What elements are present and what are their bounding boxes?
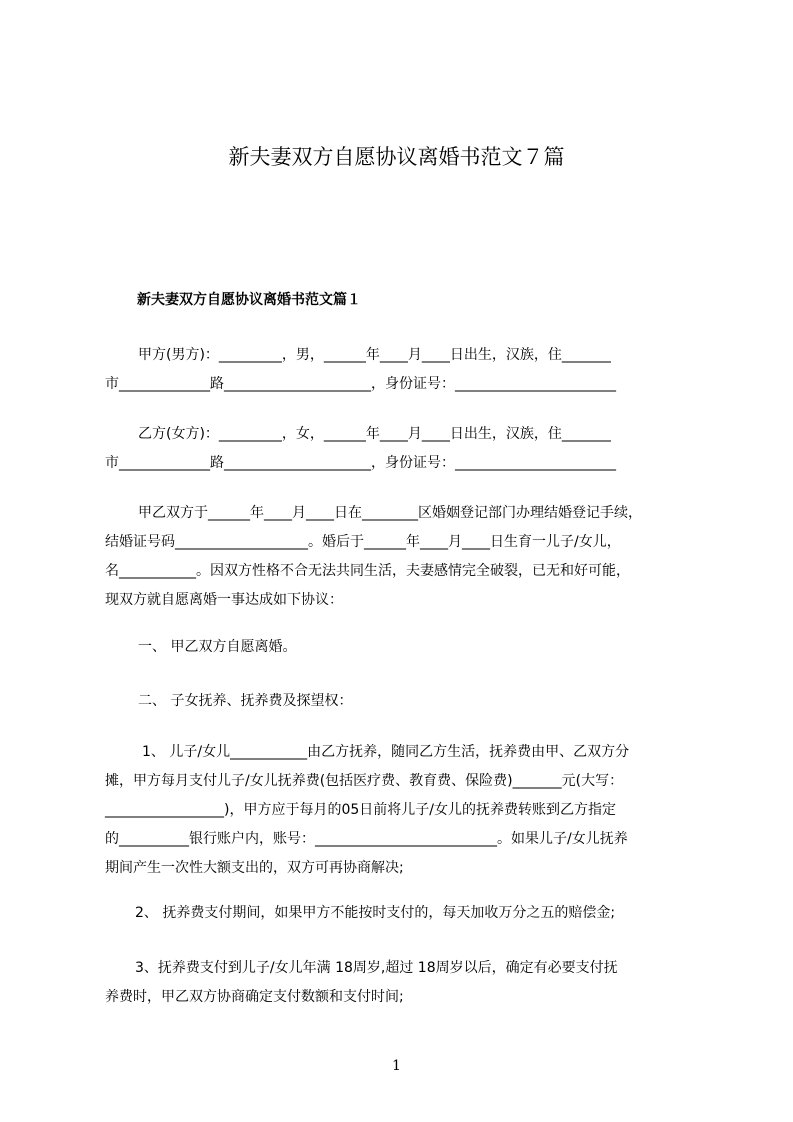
paragraph-line: _________________)，甲方应于每月的05日前将儿子/女儿的抚养费转账到乙方指定 — [105, 802, 616, 818]
paragraph-line: 甲乙双方于______年____月____日在________区婚姻登记部门办理结婚登记手续， — [138, 505, 642, 521]
paragraph-line: 养费时，甲乙双方协商确定支付数额和支付时间; — [105, 989, 404, 1005]
paragraph-line: 2、 抚养费支付期间，如果甲方不能按时支付的，每天加收万分之五的赔偿金; — [135, 905, 616, 921]
paragraph-line: 二、 子女抚养、抚养费及探望权： — [138, 693, 353, 709]
paragraph-line: 1、 儿子/女儿___________由乙方抚养，随同乙方生活，抚养费由甲、乙双方分 — [142, 744, 630, 760]
paragraph-line: 市_____________路_____________________，身份证号：_______________________ — [105, 376, 616, 392]
clause-2-paragraph — [105, 687, 705, 716]
party-a-paragraph — [105, 341, 705, 399]
party-b-paragraph — [105, 420, 705, 478]
clause-2-3-paragraph — [105, 954, 705, 1012]
paragraph-line: 乙方(女方)：_________，女，______年____月____日出生，汉族，住_______ — [138, 426, 611, 442]
paragraph-line: 期间产生一次性大额支出的，双方可再协商解决; — [105, 860, 404, 876]
clause-2-2-paragraph — [105, 899, 705, 928]
paragraph-line: 现双方就自愿离婚一事达成如下协议： — [105, 592, 343, 608]
paragraph-line: 摊，甲方每月支付儿子/女儿抚养费(包括医疗费、教育费、保险费)_______元(大写： — [105, 773, 624, 789]
section-heading: 新夫妻双方自愿协议离婚书范文篇１ — [137, 292, 361, 308]
paragraph-line: 结婚证号码___________________。婚后于______年____月____日生育一儿子/女儿， — [105, 534, 621, 550]
document-title: 新夫妻双方自愿协议离婚书范文７篇 — [228, 145, 565, 169]
paragraph-line: 3、抚养费支付到儿子/女儿年满 18周岁,超过 18周岁以后，确定有必要支付抚 — [135, 960, 618, 976]
paragraph-line: 的__________银行账户内，账号：__________________________。如果儿子/女儿抚养 — [105, 831, 628, 847]
paragraph-line: 市_____________路_____________________，身份证号：_______________________ — [105, 455, 616, 471]
page-number: 1 — [392, 1058, 401, 1074]
paragraph-line: 甲方(男方)：_________，男，______年____月____日出生，汉族，住_______ — [138, 347, 611, 363]
clause-2-1-paragraph — [105, 738, 705, 883]
clause-1-paragraph — [105, 633, 705, 662]
marriage-info-paragraph — [105, 499, 705, 615]
paragraph-line: 一、 甲乙双方自愿离婚。 — [138, 639, 297, 655]
paragraph-line: 名___________。因双方性格不合无法共同生活，夫妻感情完全破裂，已无和好可能， — [105, 563, 630, 579]
